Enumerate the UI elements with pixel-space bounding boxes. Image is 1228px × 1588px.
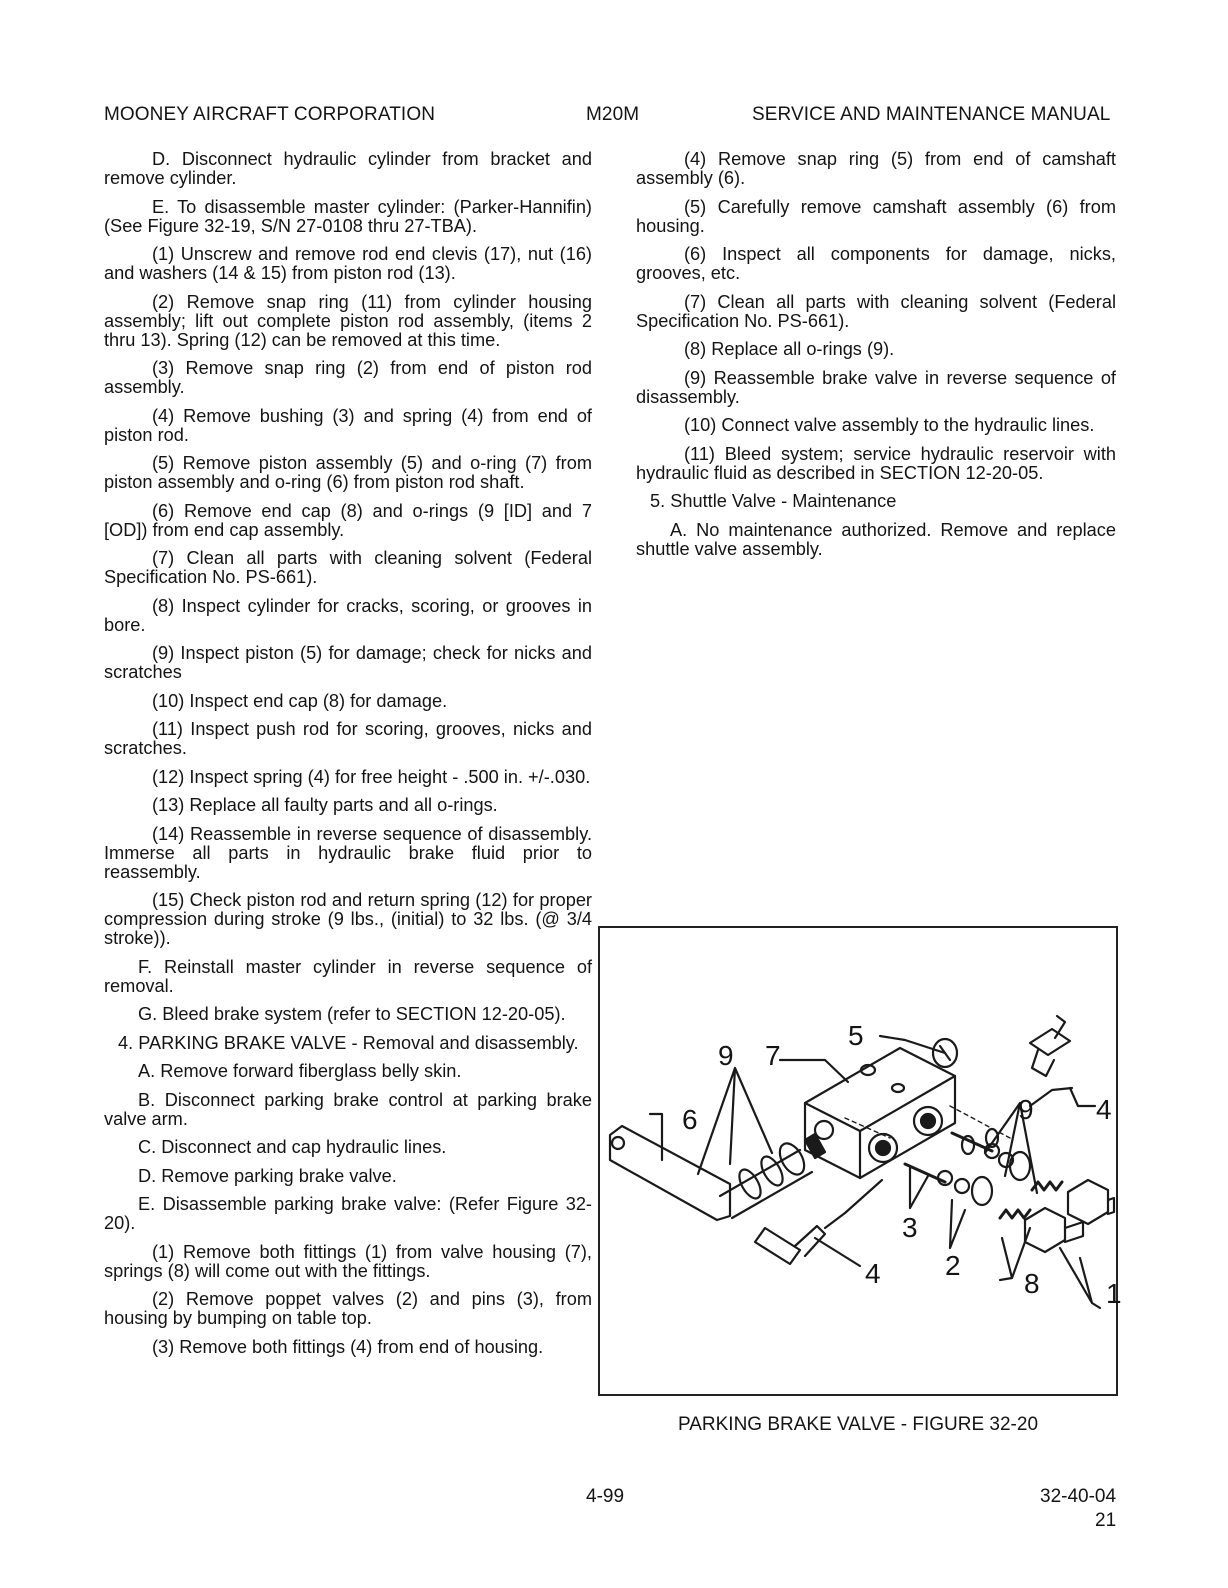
- paragraph: (4) Remove bushing (3) and spring (4) from end of piston rod.: [104, 405, 592, 445]
- paragraph: G. Bleed brake system (refer to SECTION 12-20-05).: [138, 1004, 566, 1024]
- paragraph: (6) Inspect all components for damage, nicks, grooves, etc.: [636, 244, 1116, 283]
- callout-6: 6: [682, 1104, 698, 1135]
- camshaft: [720, 1150, 812, 1218]
- spring: [1000, 1210, 1030, 1218]
- paragraph: (3) Remove both fittings (4) from end of housing.: [152, 1336, 544, 1357]
- header-center: M20M: [586, 104, 640, 125]
- paragraph: C. Disconnect and cap hydraulic lines.: [138, 1137, 447, 1157]
- o-ring: [972, 1177, 992, 1205]
- paragraph: E. To disassemble master cylinder: (Parker-Hannifin) (See Figure 32-19, S/N 27-0108 thru 27-TBA).: [104, 196, 592, 236]
- paragraph: (13) Replace all faulty parts and all o-rings.: [152, 795, 498, 815]
- footer-page-number: 4-99: [586, 1486, 625, 1507]
- footer-sheet-number: 21: [1095, 1510, 1117, 1531]
- paragraph: (1) Remove both fittings (1) from valve housing (7), springs (8) will come out with the fittings.: [104, 1241, 592, 1281]
- paragraph: (5) Carefully remove camshaft assembly (6) from housing.: [636, 196, 1116, 236]
- paragraph: E. Disassemble parking brake valve: (Refer Figure 32-20).: [104, 1194, 592, 1233]
- fitting-1: [1025, 1208, 1065, 1252]
- valve-illustration: [600, 928, 1116, 1394]
- paragraph: (12) Inspect spring (4) for free height - .500 in. +/-.030.: [152, 766, 591, 787]
- paragraph: (3) Remove snap ring (2) from end of piston rod assembly.: [104, 358, 592, 397]
- paragraph: (11) Bleed system; service hydraulic reservoir with hydraulic fluid as described in SECTION 12-20-05.: [636, 443, 1116, 483]
- callout-3: 3: [902, 1212, 918, 1243]
- paragraph: (14) Reassemble in reverse sequence of disassembly. Immerse all parts in hydraulic brake fluid prior to reassembly.: [104, 823, 592, 882]
- paragraph: D. Disconnect hydraulic cylinder from bracket and remove cylinder.: [104, 149, 592, 188]
- paragraph: (1) Unscrew and remove rod end clevis (17), nut (16) and washers (14 & 15) from piston rod (13).: [104, 244, 592, 283]
- fitting-4: [755, 1228, 800, 1264]
- callout-1: 1: [1106, 1278, 1122, 1309]
- paragraph: (11) Inspect push rod for scoring, grooves, nicks and scratches.: [104, 719, 592, 758]
- paragraph: (5) Remove piston assembly (5) and o-ring (7) from piston assembly and o-ring (6) from piston rod shaft.: [104, 453, 592, 492]
- header-right: SERVICE AND MAINTENANCE MANUAL: [752, 104, 1111, 125]
- section-heading: 4. PARKING BRAKE VALVE - Removal and disassembly.: [118, 1032, 579, 1053]
- callout-4-top: 4: [1096, 1094, 1112, 1125]
- o-ring: [1010, 1152, 1030, 1180]
- paragraph: (8) Replace all o-rings (9).: [684, 339, 895, 359]
- paragraph: (2) Remove snap ring (11) from cylinder housing assembly; lift out complete piston rod assembly, (items 2 thru 13). Spring (12) can be removed at this time.: [104, 291, 592, 350]
- parking-brake-valve-figure: [598, 926, 1122, 1396]
- callout-4-bottom: 4: [865, 1258, 881, 1289]
- header-left: MOONEY AIRCRAFT CORPORATION: [104, 104, 436, 125]
- paragraph: (7) Clean all parts with cleaning solvent (Federal Specification No. PS-661).: [636, 291, 1116, 331]
- paragraph: F. Reinstall master cylinder in reverse sequence of removal.: [104, 956, 592, 996]
- paragraph: A. Remove forward fiberglass belly skin.: [138, 1061, 462, 1081]
- fitting-1: [1068, 1180, 1108, 1224]
- paragraph: (6) Remove end cap (8) and o-rings (9 [ID] and 7 [OD]) from end cap assembly.: [104, 500, 592, 540]
- right-column: [636, 150, 1116, 568]
- housing-port: [815, 1121, 833, 1139]
- valve-arm: [610, 1126, 730, 1220]
- footer-section-number: 32-40-04: [1040, 1486, 1117, 1507]
- callout-8: 8: [1024, 1268, 1040, 1299]
- paragraph: (15) Check piston rod and return spring (12) for proper compression during stroke (9 lbs., (initial) to 32 lbs. (@ 3/4 stroke)).: [104, 890, 592, 948]
- paragraph: (7) Clean all parts with cleaning solvent (Federal Specification No. PS-661).: [104, 548, 592, 587]
- paragraph: (10) Inspect end cap (8) for damage.: [152, 690, 448, 711]
- callout-2: 2: [945, 1250, 961, 1281]
- section-heading: 5. Shuttle Valve - Maintenance: [650, 491, 897, 511]
- callout-9-right: 9: [1018, 1094, 1034, 1125]
- figure-caption: PARKING BRAKE VALVE - FIGURE 32-20: [677, 1414, 1039, 1435]
- paragraph: (9) Reassemble brake valve in reverse sequence of disassembly.: [636, 367, 1116, 407]
- arm-hole: [612, 1137, 624, 1149]
- paragraph: (2) Remove poppet valves (2) and pins (3), from housing by bumping on table top.: [104, 1289, 592, 1328]
- paragraph: (8) Inspect cylinder for cracks, scoring, or grooves in bore.: [104, 595, 592, 635]
- paragraph: D. Remove parking brake valve.: [138, 1165, 397, 1186]
- callout-7: 7: [765, 1040, 781, 1071]
- paragraph: A. No maintenance authorized. Remove and replace shuttle valve assembly.: [636, 519, 1116, 559]
- paragraph: B. Disconnect parking brake control at parking brake valve arm.: [104, 1089, 592, 1129]
- left-column: [104, 150, 592, 1366]
- paragraph: (9) Inspect piston (5) for damage; check for nicks and scratches: [104, 643, 592, 682]
- fitting-4: [1030, 1029, 1070, 1055]
- callout-5: 5: [848, 1020, 864, 1051]
- paragraph: (4) Remove snap ring (5) from end of camshaft assembly (6).: [636, 149, 1116, 188]
- callout-9: 9: [718, 1040, 734, 1071]
- paragraph: (10) Connect valve assembly to the hydraulic lines.: [684, 415, 1095, 435]
